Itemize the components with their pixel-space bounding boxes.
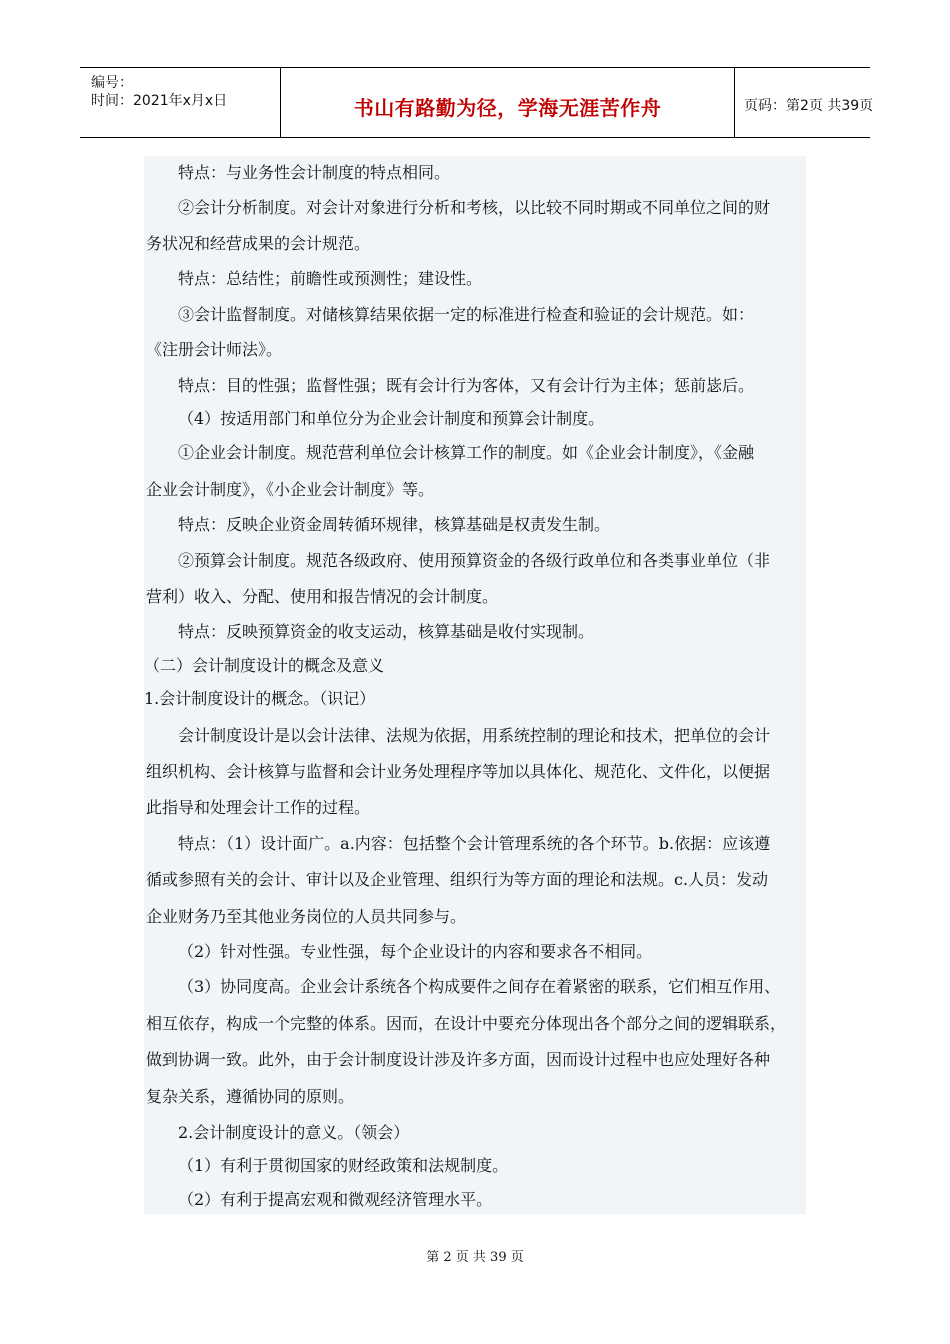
paragraph-line: 特点：与业务性会计制度的特点相同。 xyxy=(178,163,451,182)
paragraph-line: ③会计监督制度。对储核算结果依据一定的标准进行检查和验证的会计规范。如： xyxy=(178,305,755,324)
document-body xyxy=(144,156,806,1214)
subsection-heading: 2.会计制度设计的意义。（领会） xyxy=(178,1123,410,1142)
paragraph-line: ②会计分析制度。对会计对象进行分析和考核，以比较不同时期或不同单位之间的财 xyxy=(178,198,771,217)
document-number-label: 编号： xyxy=(91,75,133,91)
subsection-heading: 1.会计制度设计的概念。（识记） xyxy=(144,689,376,708)
paragraph-line: 做到协调一致。此外，由于会计制度设计涉及许多方面，因而设计过程中也应处理好各种 xyxy=(146,1050,771,1069)
paragraph-line: 相互依存，构成一个完整的体系。因而，在设计中要充分体现出各个部分之间的逻辑联系， xyxy=(146,1014,787,1033)
header-meta-cell xyxy=(80,68,280,137)
paragraph-line: 特点：（1）设计面广。a.内容：包括整个会计管理系统的各个环节。b.依据：应该遵 xyxy=(178,834,771,853)
paragraph-line: ②预算会计制度。规范各级政府、使用预算资金的各级行政单位和各类事业单位（非 xyxy=(178,551,771,570)
paragraph-line: 特点：反映预算资金的收支运动，核算基础是收付实现制。 xyxy=(178,622,595,641)
header-page-number: 页码：第2页 共39页 xyxy=(744,98,874,114)
paragraph-line: 此指导和处理会计工作的过程。 xyxy=(146,798,371,817)
paragraph-line: 会计制度设计是以会计法律、法规为依据，用系统控制的理论和技术，把单位的会计 xyxy=(178,726,771,745)
paragraph-line: 特点：总结性；前瞻性或预测性；建设性。 xyxy=(178,269,483,288)
document-date-label: 时间：2021年x月x日 xyxy=(91,93,228,109)
paragraph-line: 企业会计制度》，《小企业会计制度》等。 xyxy=(146,480,435,499)
paragraph-line: 特点：目的性强；监督性强；既有会计行为客体，又有会计行为主体；惩前毖后。 xyxy=(178,376,755,395)
header-motto-cell xyxy=(280,68,735,137)
paragraph-line: 组织机构、会计核算与监督和会计业务处理程序等加以具体化、规范化、文件化，以便据 xyxy=(146,762,771,781)
page-header xyxy=(80,67,874,138)
paragraph-line: 企业财务乃至其他业务岗位的人员共同参与。 xyxy=(146,907,467,926)
paragraph-line: 务状况和经营成果的会计规范。 xyxy=(146,234,371,253)
page-footer: 第 2 页 共 39 页 xyxy=(426,1250,524,1265)
paragraph-line: 循或参照有关的会计、审计以及企业管理、组织行为等方面的理论和法规。c.人员：发动 xyxy=(146,870,769,889)
paragraph-line: 《注册会计师法》。 xyxy=(146,340,283,359)
paragraph-line: （3）协同度高。企业会计系统各个构成要件之间存在着紧密的联系，它们相互作用、 xyxy=(178,977,781,996)
paragraph-line: （4）按适用部门和单位分为企业会计制度和预算会计制度。 xyxy=(178,409,605,428)
paragraph-line: 特点：反映企业资金周转循环规律，核算基础是权责发生制。 xyxy=(178,515,611,534)
paragraph-line: （1）有利于贯彻国家的财经政策和法规制度。 xyxy=(178,1156,509,1175)
section-heading: （二）会计制度设计的概念及意义 xyxy=(144,656,385,675)
paragraph-line: 营利）收入、分配、使用和报告情况的会计制度。 xyxy=(146,587,499,606)
header-motto: 书山有路勤为径，学海无涯苦作舟 xyxy=(353,96,662,120)
header-page-cell xyxy=(734,68,874,137)
paragraph-line: 复杂关系，遵循协同的原则。 xyxy=(146,1087,355,1106)
paragraph-line: （2）有利于提高宏观和微观经济管理水平。 xyxy=(178,1190,493,1209)
paragraph-line: （2）针对性强。专业性强，每个企业设计的内容和要求各不相同。 xyxy=(178,942,653,961)
paragraph-line: ①企业会计制度。规范营利单位会计核算工作的制度。如《企业会计制度》，《金融 xyxy=(178,443,755,462)
